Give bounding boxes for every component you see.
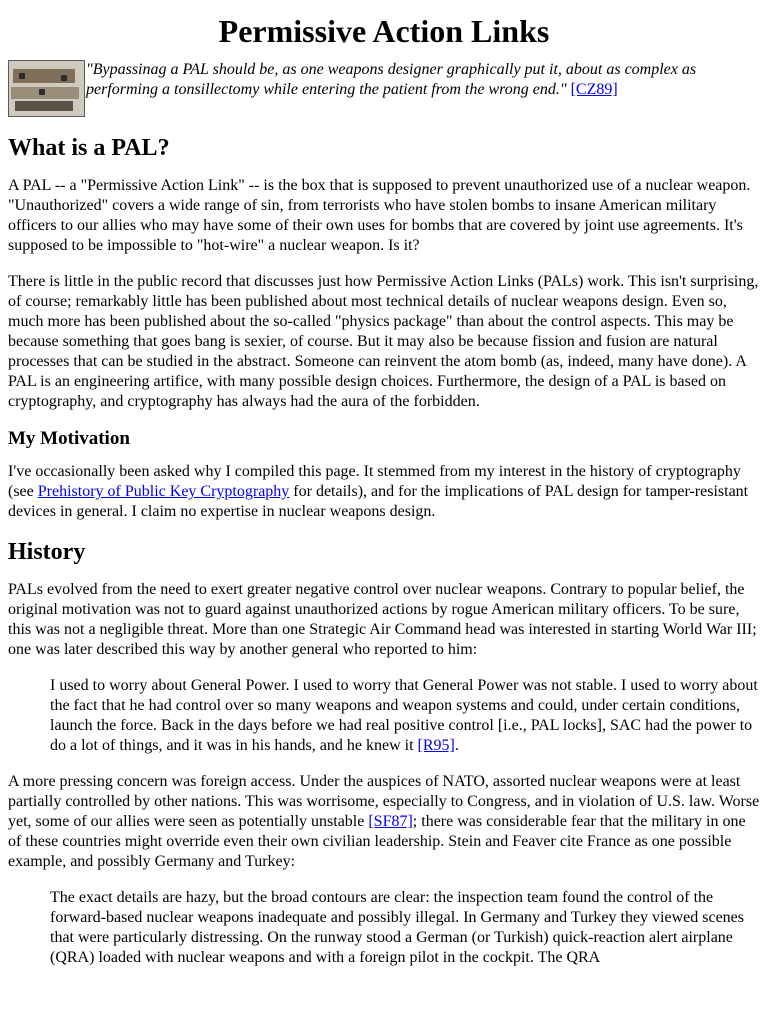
page-title: Permissive Action Links [218, 13, 550, 49]
paragraph-pal-definition: A PAL -- a "Permissive Action Link" -- is the box that is supposed to prevent unauthorized use of a nuclear weapon. "Unauthorized" covers a wide range of sin, from terrorists who have stolen bombs to insane American military officers to our allies who may have some of their own uses for bombs that are covered by joint use agreements. It's supposed to be impossible to "hot-wire" a nuclear weapon. Is it? [8, 177, 751, 254]
blockquote-general-power-text: I used to worry about General Power. I used to worry that General Power was not stable. I used to worry about the fact that he had control over so many weapons and weapon systems and could, under certain conditions, launch the force. Back in the days before we had real positive control [i.e., PAL locks], SAC had the power to do a lot of things, and it was in his hands, and he knew it [50, 677, 758, 754]
paragraph-motivation [8, 462, 760, 522]
paragraph-public-record: There is little in the public record that discusses just how Permissive Action Links (PALs) work. This isn't surprising, of course; remarkably little has been published about most technical details of nuclear weapons design. Even so, much more has been published about the so-called "physics package" than about the control aspects. This may be because something that goes bang is sexier, of course. But it may also be because fission and fusion are natural processes that can be studied in the abstract. Someone can reinvent the atom bomb (as, indeed, many have done). A PAL is an engineering artifice, with many possible design choices. Furthermore, the design of a PAL is based on cryptography, and cryptography has always had the aura of the forbidden. [8, 273, 759, 410]
epigraph-quote [86, 60, 760, 100]
foreign-access-text-before: A more pressing concern was foreign access. Under the auspices of NATO, assorted nuclear weapons were at least partially controlled by other nations. This was worrisome, especially to Congress, and in violation of U.S. law. Worse yet, some of our allies were seen as potentially unstable [8, 773, 760, 830]
foreign-access-text-after: ; there was considerable fear that the military in one of these countries might override even their own civilian leadership. Stein and Feaver cite France as one possible example, and possibly Germany and Turkey: [8, 813, 746, 870]
citation-link-r95[interactable]: [R95] [417, 737, 455, 754]
epigraph [8, 60, 760, 118]
weapons-photo-thumbnail [8, 60, 85, 117]
blockquote-inspection-team: The exact details are hazy, but the broad contours are clear: the inspection team found the control of the forward-based nuclear weapons inadequate and possibly illegal. In Germany and Turkey they viewed scenes that were particularly distressing. On the runway stood a German (or Turkish) quick-reaction alert airplane (QRA) loaded with nuclear weapons and with a foreign pilot in the cockpit. The QRA [50, 889, 745, 966]
paragraph-history-intro: PALs evolved from the need to exert greater negative control over nuclear weapons. Contrary to popular belief, the original motivation was not to guard against unauthorized actions by rogue American military officers. To be sure, this was not a negligible threat. More than one Strategic Air Command head was interested in starting World War III; one was later described this way by another general who reported to him: [8, 581, 757, 658]
prehistory-public-key-link[interactable]: Prehistory of Public Key Cryptography [37, 483, 290, 500]
section-heading-history: History [8, 539, 86, 565]
section-heading-motivation: My Motivation [8, 428, 130, 449]
section-heading-what-is-pal: What is a PAL? [8, 135, 170, 161]
page [0, 12, 768, 968]
epigraph-citation-link[interactable]: [CZ89] [570, 81, 618, 98]
motivation-text-before: I've occasionally been asked why I compiled this page. It stemmed from my interest in the history of cryptography (see [8, 463, 741, 500]
blockquote-general-power [50, 676, 760, 756]
paragraph-foreign-access [8, 772, 760, 872]
blockquote-general-power-end: . [454, 737, 459, 754]
citation-link-sf87[interactable]: [SF87] [368, 813, 413, 830]
motivation-text-after: for details), and for the implications of PAL design for tamper-resistant devices in general. I claim no expertise in nuclear weapons design. [8, 483, 749, 520]
epigraph-quote-text: "Bypassinag a PAL should be, as one weapons designer graphically put it, about as complex as performing a tonsillectomy while entering the patient from the wrong end." [86, 61, 697, 98]
